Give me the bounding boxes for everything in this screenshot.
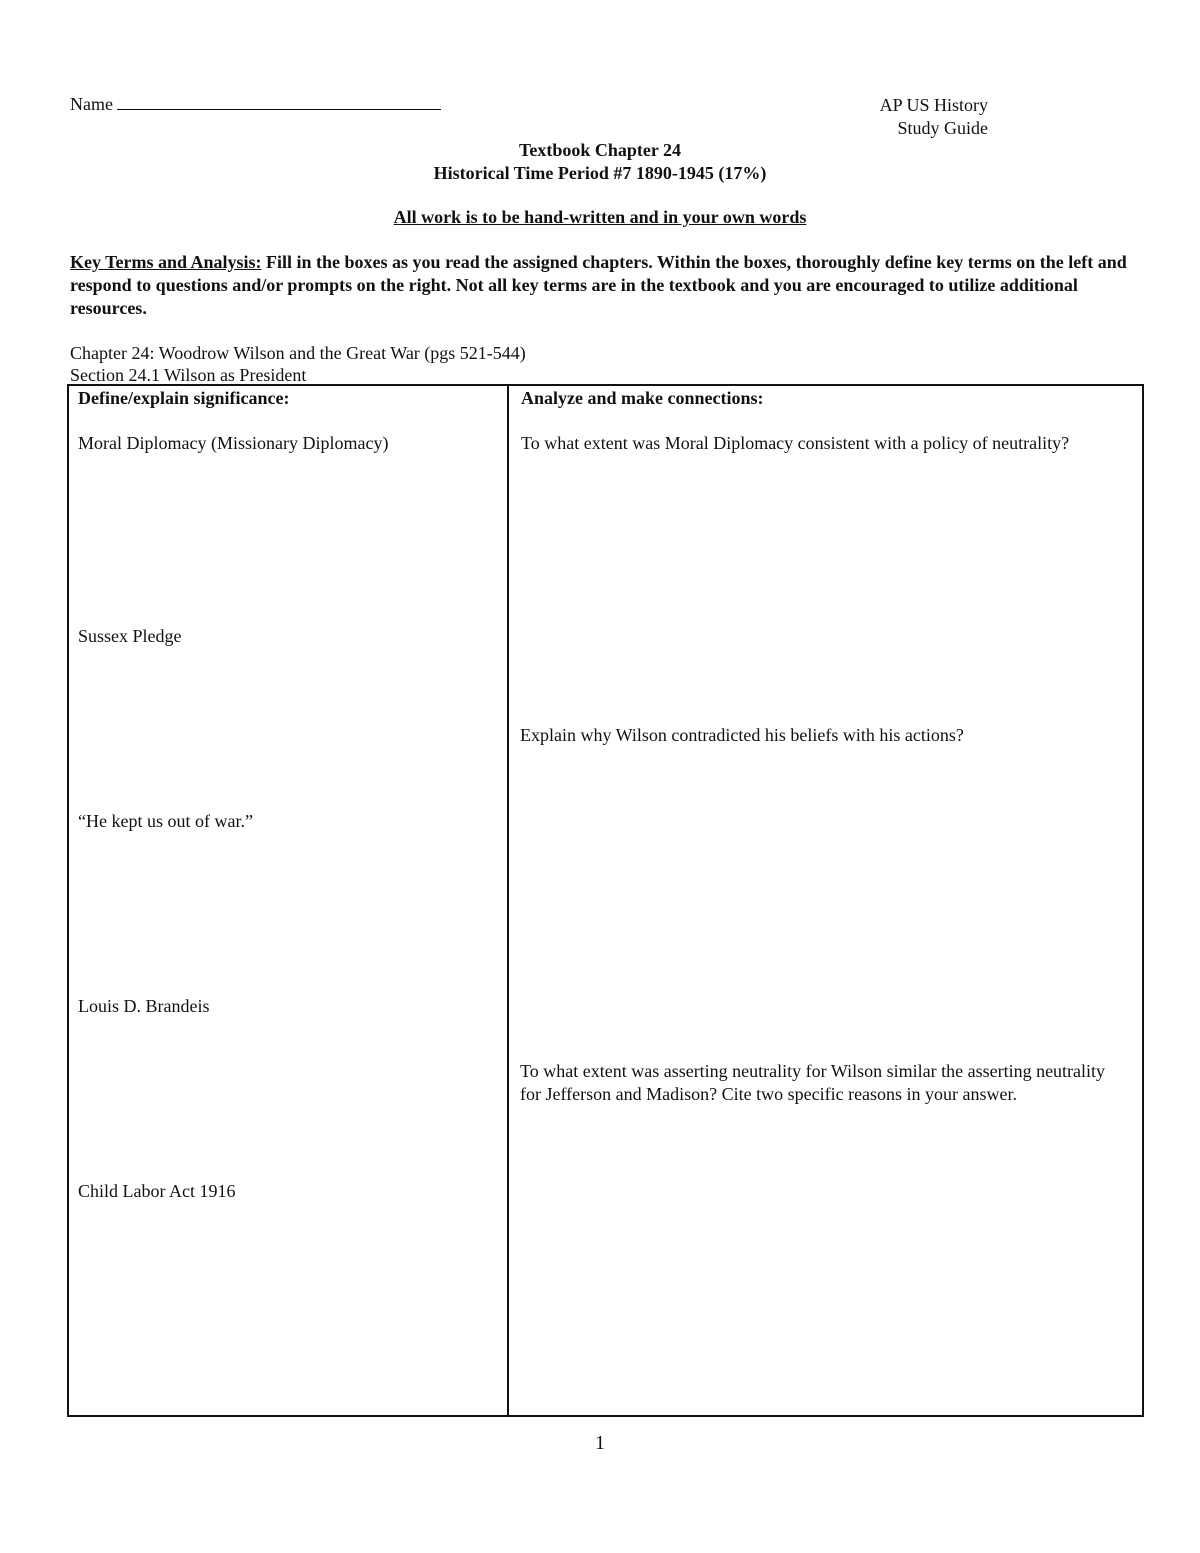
course-info — [870, 94, 988, 140]
name-blank-line[interactable] — [117, 95, 441, 110]
left-column-header: Define/explain significance: — [78, 388, 290, 408]
term-louis-brandeis: Louis D. Brandeis — [78, 996, 210, 1016]
document-type: Study Guide — [897, 118, 988, 138]
question-wilson-contradiction: Explain why Wilson contradicted his beliefs with his actions? — [520, 725, 964, 745]
term-sussex-pledge: Sussex Pledge — [78, 626, 182, 646]
column-divider — [507, 384, 509, 1417]
instructions-body: Fill in the boxes as you read the assigned chapters. Within the boxes, thoroughly define key terms on the left and respond to questions and/or prompts on the right. Not all key terms are in the textbook and you are encouraged to utilize additional resources. — [70, 252, 1127, 318]
instructions — [70, 251, 1130, 320]
instructions-lead: Key Terms and Analysis: — [70, 252, 262, 272]
document-title: Textbook Chapter 24 — [518, 140, 682, 160]
chapter-heading: Chapter 24: Woodrow Wilson and the Great War (pgs 521-544) — [70, 343, 526, 363]
term-child-labor-act: Child Labor Act 1916 — [78, 1181, 236, 1201]
right-column-header: Analyze and make connections: — [521, 388, 764, 408]
page-number: 1 — [595, 1432, 605, 1454]
section-heading: Section 24.1 Wilson as President — [70, 365, 307, 385]
question-moral-diplomacy-neutrality: To what extent was Moral Diplomacy consistent with a policy of neutrality? — [521, 433, 1070, 453]
term-kept-us-out-of-war: “He kept us out of war.” — [78, 811, 253, 831]
question-neutrality-comparison: To what extent was asserting neutrality for Wilson similar the asserting neutrality for Jefferson and Madison? Cite two specific reasons in your answer. — [520, 1061, 1106, 1104]
period-title: Historical Time Period #7 1890-1945 (17%) — [433, 163, 767, 183]
course-title: AP US History — [879, 95, 988, 115]
handwritten-notice: All work is to be hand-written and in your own words — [393, 207, 807, 227]
name-field — [70, 94, 441, 115]
term-moral-diplomacy: Moral Diplomacy (Missionary Diplomacy) — [78, 433, 389, 453]
study-table — [67, 384, 1144, 1417]
name-label: Name — [70, 94, 113, 114]
